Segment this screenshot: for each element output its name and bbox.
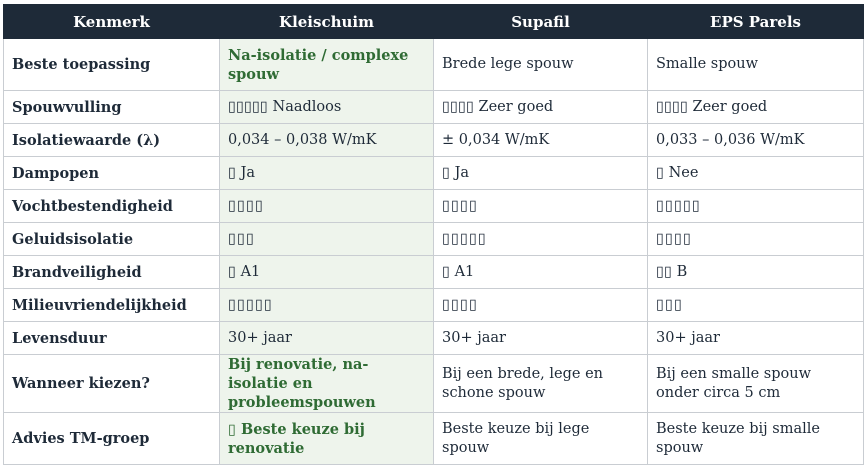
cell-eps-parels: ▯▯ B xyxy=(648,256,864,289)
row-label: Advies TM-groep xyxy=(4,413,220,465)
cell-supafil: ▯ Ja xyxy=(434,157,648,190)
cell-kleischuim: Na-isolatie / complexe spouw xyxy=(220,39,434,91)
cell-kleischuim: ▯▯▯ xyxy=(220,223,434,256)
table-row xyxy=(4,355,864,413)
cell-eps-parels: Bij een smalle spouw onder circa 5 cm xyxy=(648,355,864,413)
row-label: Brandveiligheid xyxy=(4,256,220,289)
row-label: Geluidsisolatie xyxy=(4,223,220,256)
comparison-table xyxy=(3,4,864,465)
cell-eps-parels: ▯▯▯ xyxy=(648,289,864,322)
header-eps-parels: EPS Parels xyxy=(648,5,864,39)
cell-eps-parels: Beste keuze bij smalle spouw xyxy=(648,413,864,465)
header-kleischuim: Kleischuim xyxy=(220,5,434,39)
cell-kleischuim: ▯ Beste keuze bij renovatie xyxy=(220,413,434,465)
row-label: Vochtbestendigheid xyxy=(4,190,220,223)
cell-supafil: ▯ A1 xyxy=(434,256,648,289)
cell-kleischuim: Bij renovatie, na-isolatie en probleemspouwen xyxy=(220,355,434,413)
cell-eps-parels: ▯▯▯▯ Zeer goed xyxy=(648,91,864,124)
cell-eps-parels: ▯ Nee xyxy=(648,157,864,190)
table-row xyxy=(4,39,864,91)
table-row xyxy=(4,289,864,322)
table-header xyxy=(4,5,864,39)
header-supafil: Supafil xyxy=(434,5,648,39)
table-row xyxy=(4,223,864,256)
cell-supafil: Brede lege spouw xyxy=(434,39,648,91)
cell-supafil: ▯▯▯▯▯ xyxy=(434,223,648,256)
cell-supafil: ▯▯▯▯ xyxy=(434,289,648,322)
header-kenmerk: Kenmerk xyxy=(4,5,220,39)
table-row xyxy=(4,190,864,223)
table-row xyxy=(4,157,864,190)
cell-supafil: 30+ jaar xyxy=(434,322,648,355)
cell-kleischuim: ▯▯▯▯ xyxy=(220,190,434,223)
cell-kleischuim: ▯ Ja xyxy=(220,157,434,190)
row-label: Spouwvulling xyxy=(4,91,220,124)
table-body xyxy=(4,39,864,465)
cell-supafil: ▯▯▯▯ xyxy=(434,190,648,223)
cell-kleischuim: ▯▯▯▯▯ xyxy=(220,289,434,322)
table-row xyxy=(4,124,864,157)
cell-supafil: Bij een brede, lege en schone spouw xyxy=(434,355,648,413)
row-label: Isolatiewaarde (λ) xyxy=(4,124,220,157)
table-row xyxy=(4,91,864,124)
header-row xyxy=(4,5,864,39)
comparison-table-wrapper xyxy=(3,4,863,465)
cell-kleischuim: 0,034 – 0,038 W/mK xyxy=(220,124,434,157)
cell-eps-parels: ▯▯▯▯ xyxy=(648,223,864,256)
cell-eps-parels: Smalle spouw xyxy=(648,39,864,91)
table-row xyxy=(4,322,864,355)
row-label: Dampopen xyxy=(4,157,220,190)
row-label: Wanneer kiezen? xyxy=(4,355,220,413)
cell-kleischuim: ▯▯▯▯▯ Naadloos xyxy=(220,91,434,124)
row-label: Milieuvriendelijkheid xyxy=(4,289,220,322)
row-label: Levensduur xyxy=(4,322,220,355)
cell-eps-parels: ▯▯▯▯▯ xyxy=(648,190,864,223)
cell-kleischuim: 30+ jaar xyxy=(220,322,434,355)
row-label: Beste toepassing xyxy=(4,39,220,91)
table-row xyxy=(4,256,864,289)
cell-supafil: Beste keuze bij lege spouw xyxy=(434,413,648,465)
cell-eps-parels: 30+ jaar xyxy=(648,322,864,355)
cell-supafil: ± 0,034 W/mK xyxy=(434,124,648,157)
table-row xyxy=(4,413,864,465)
cell-supafil: ▯▯▯▯ Zeer goed xyxy=(434,91,648,124)
cell-eps-parels: 0,033 – 0,036 W/mK xyxy=(648,124,864,157)
cell-kleischuim: ▯ A1 xyxy=(220,256,434,289)
